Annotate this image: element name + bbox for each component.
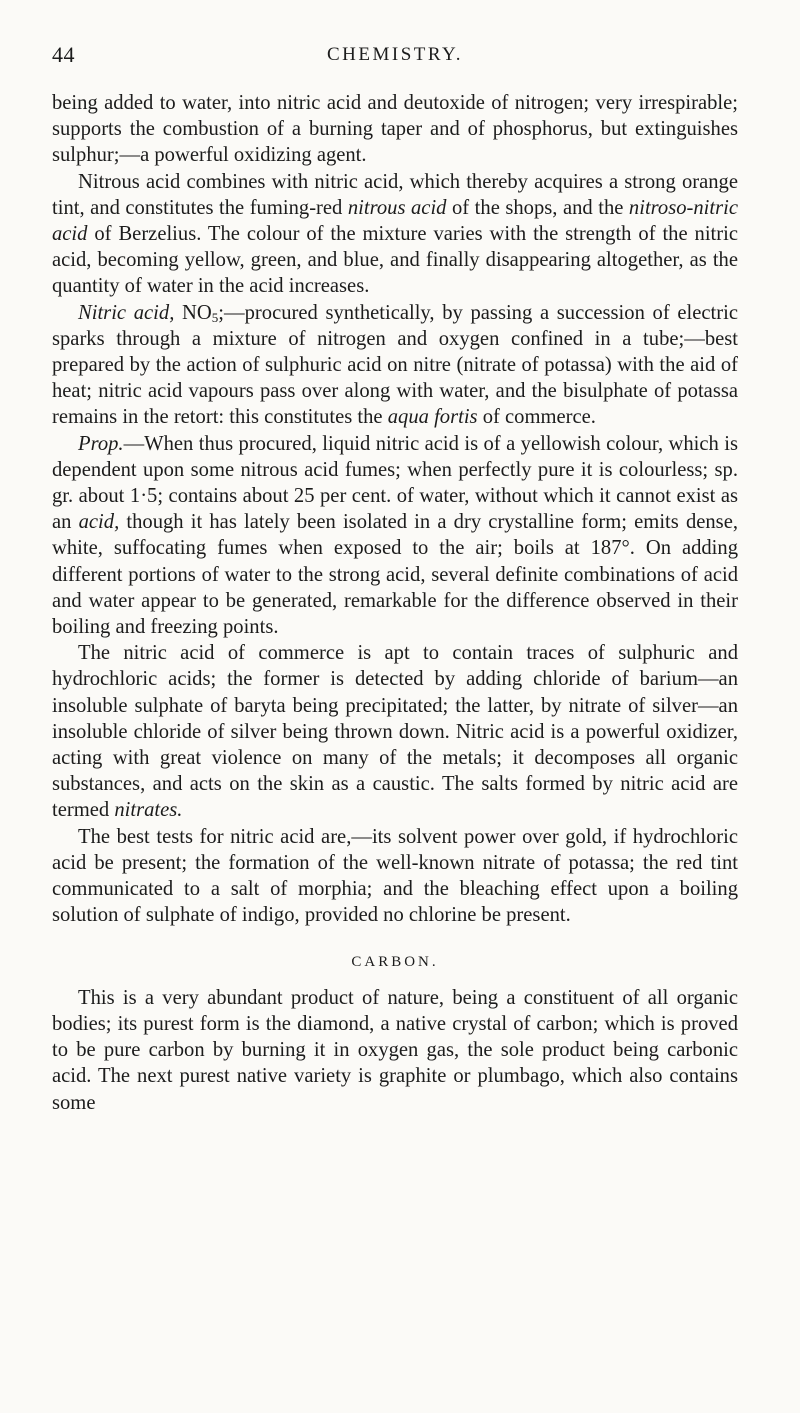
text-run: of Berzelius. The colour of the mixture varies with the strength of the nitric acid, becoming yellow, green, and blue, and finally disappearing altogether, as the quantity of water in the acid increases. (52, 223, 738, 298)
paragraph-nitric-acid (52, 300, 738, 431)
formula-subscript: 5 (211, 309, 219, 325)
paragraph-nitrogen-oxides-end (52, 90, 738, 169)
text-run: The nitric acid of commerce is apt to contain traces of sulphuric and hydrochloric acids; the former is detected by adding chloride of barium—an insoluble sulphate of baryta being precipitated; the latter, by nitrate of silver—an insoluble chloride of silver being thrown down. Nitric acid is a powerful oxidizer, acting with great violence on many of the metals; it decomposes all organic substances, and acts on the skin as a caustic. The salts formed by nitric acid are termed (52, 642, 738, 822)
italic-term: nitroso-nitric acid (52, 196, 738, 246)
paragraph-properties (52, 431, 738, 641)
chemical-formula (174, 302, 218, 324)
running-title: CHEMISTRY. (326, 44, 464, 65)
paragraph-tests (52, 824, 738, 929)
section-heading: CARBON. (351, 953, 439, 970)
text-run: —When thus procured, liquid nitric acid is of a yellowish colour, which is dependent upon some nitrous acid fumes; when perfectly pure it is colourless; sp. gr. about 1·5; contains about 25 per cent. of water, without which it cannot exist as an (52, 432, 738, 534)
italic-term: Prop. (78, 432, 124, 455)
paragraph-text: The best tests for nitric acid are,—its solvent power over gold, if hydrochloric acid be present; the formation of the well-known nitrate of potassa; the red tint communicated to a salt of morphia; and the bleaching effect upon a boiling solution of sulphate of indigo, provided no chlorine be present. (52, 825, 738, 927)
italic-term: Nitric acid, (78, 301, 175, 324)
text-run: of the shops, and the (446, 196, 629, 219)
paragraph-text: being added to water, into nitric acid and deutoxide of nitrogen; very irrespirable; supports the combustion of a burning taper and of phosphorus, but extinguishes sulphur;—a powerful oxidizing agent. (52, 92, 738, 167)
formula-base: NO (174, 301, 212, 324)
paragraph-text: This is a very abundant product of nature, being a constituent of all organic bodies; its purest form is the diamond, a native crystal of carbon; which is proved to be pure carbon by burning it in oxygen gas, the sole product being carbonic acid. The next purest native variety is graphite or plumbago, which also contains some (52, 986, 738, 1114)
paragraph-nitrous-acid (52, 169, 738, 300)
running-head (52, 42, 738, 72)
body-text (52, 90, 738, 1116)
italic-term: aqua fortis (387, 406, 478, 429)
text-run: ;—procured synthetically, by passing a succession of electric sparks through a mixture of nitrogen and oxygen confined in a tube;—best prepared by the action of sulphuric acid on nitre (nitrate of potassa) with the aid of heat; nitric acid vapours pass over along with water, and the bisulphate of potassa remains in the retort: this constitutes the (52, 301, 738, 429)
text-run: Nitrous acid combines with nitric acid, which thereby acquires a strong orange tint, and constitutes the fuming-red (52, 170, 738, 219)
italic-term: nitrous acid (347, 196, 447, 219)
paragraph-carbon (52, 985, 738, 1116)
text-run: though it has lately been isolated in a dry crystalline form; emits dense, white, suffocating fumes when exposed to the air; boils at 187°. On adding different portions of water to the strong acid, several definite combinations of acid and water appear to be generated, remarkable for the difference observed in their boiling and freezing points. (52, 511, 738, 639)
italic-term: acid, (78, 511, 120, 534)
text-run: of commerce. (477, 406, 596, 429)
paragraph-commerce-impurities (52, 640, 738, 823)
page-number: 44 (52, 42, 75, 67)
italic-term: nitrates. (114, 799, 183, 822)
